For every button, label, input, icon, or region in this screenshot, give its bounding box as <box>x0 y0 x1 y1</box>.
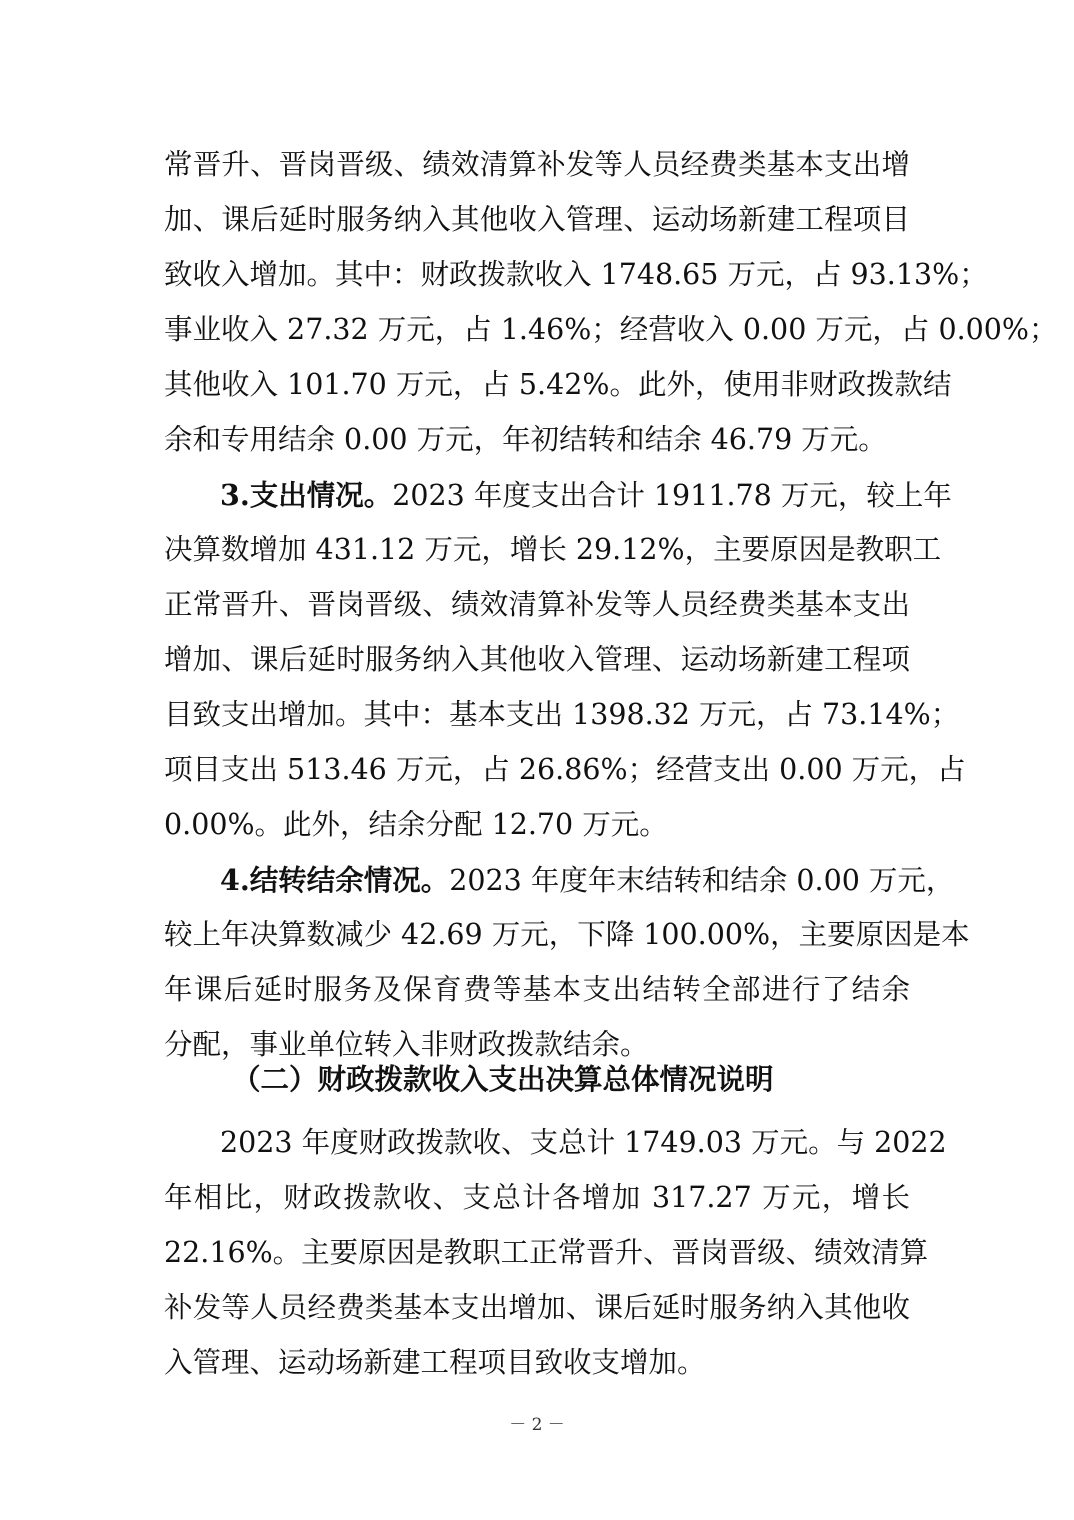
paragraph-first-line <box>220 467 952 523</box>
paragraph-line: 年课后延时服务及保育费等基本支出结转全部进行了结余 <box>164 973 910 1006</box>
paragraph-first-line <box>220 852 955 908</box>
paragraph-line: 其他收入 101.70 万元，占 5.42%。此外，使用非财政拨款结 <box>164 368 952 401</box>
paragraph-line: 决算数增加 431.12 万元，增长 29.12%，主要原因是教职工 <box>164 533 942 566</box>
paragraph-line: 补发等人员经费类基本支出增加、课后延时服务纳入其他收 <box>164 1291 910 1324</box>
paragraph-text: 2023 年度年末结转和结余 0.00 万元， <box>449 864 955 897</box>
paragraph-line: 正常晋升、晋岗晋级、绩效清算补发等人员经费类基本支出 <box>164 588 910 621</box>
paragraph-line: 22.16%。主要原因是教职工正常晋升、晋岗晋级、绩效清算 <box>164 1236 929 1269</box>
paragraph-text: 2023 年度支出合计 1911.78 万元，较上年 <box>392 479 952 512</box>
paragraph-line: 加、课后延时服务纳入其他收入管理、运动场新建工程项目 <box>164 203 910 236</box>
paragraph-line: 常晋升、晋岗晋级、绩效清算补发等人员经费类基本支出增 <box>164 148 910 181</box>
paragraph-first-line: 2023 年度财政拨款收、支总计 1749.03 万元。与 2022 <box>220 1126 947 1159</box>
paragraph-line: 致收入增加。其中：财政拨款收入 1748.65 万元，占 93.13%； <box>164 258 988 291</box>
page-number: － 2 － <box>509 1415 565 1435</box>
paragraph-line: 年相比，财政拨款收、支总计各增加 317.27 万元，增长 <box>164 1181 910 1214</box>
paragraph-line: 入管理、运动场新建工程项目致收支增加。 <box>164 1346 706 1379</box>
section-heading: （二）财政拨款收入支出决算总体情况说明 <box>232 1063 774 1096</box>
paragraph-line: 较上年决算数减少 42.69 万元，下降 100.00%，主要原因是本 <box>164 918 970 951</box>
paragraph-line: 增加、课后延时服务纳入其他收入管理、运动场新建工程项 <box>164 643 910 676</box>
paragraph-heading: 3.支出情况。 <box>220 478 393 512</box>
paragraph-line: 分配，事业单位转入非财政拨款结余。 <box>164 1028 649 1061</box>
paragraph-heading: 4.结转结余情况。 <box>220 863 450 897</box>
paragraph-line: 余和专用结余 0.00 万元，年初结转和结余 46.79 万元。 <box>164 423 887 456</box>
paragraph-line: 事业收入 27.32 万元，占 1.46%；经营收入 0.00 万元，占 0.00%； <box>164 313 1058 346</box>
paragraph-line: 0.00%。此外，结余分配 12.70 万元。 <box>164 808 668 841</box>
paragraph-line: 项目支出 513.46 万元，占 26.86%；经营支出 0.00 万元，占 <box>164 753 966 786</box>
paragraph-line: 目致支出增加。其中：基本支出 1398.32 万元，占 73.14%； <box>164 698 960 731</box>
